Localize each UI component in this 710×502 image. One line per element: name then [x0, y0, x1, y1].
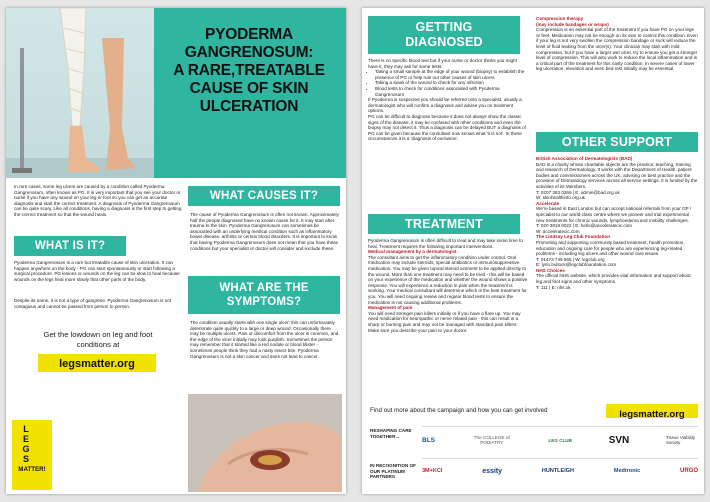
- support-org: [536, 234, 698, 268]
- pain-management-text: You will need stronger pain killers initially or if you have a flare up. You may need medication for neuropathic or nerve related pain - this can result in a sharp or burning pain and may not be managed with standard pain killers. Make sure you describe your pain to your doctor.: [368, 310, 521, 333]
- main-title: [156, 26, 342, 116]
- treatment-heading: [368, 214, 520, 234]
- org-contact[interactable]: T: 0207 383 0266 | E: admin@bad.org.uk: [536, 189, 620, 195]
- heading-text: WHAT IS IT?: [34, 240, 106, 252]
- site-link-text: legsmatter.org: [59, 358, 135, 370]
- org-name: NHS Choices: [536, 267, 565, 273]
- campaign-site-text: legsmatter.org: [619, 409, 685, 420]
- other-support-heading: [536, 132, 698, 152]
- org-description: We're based in East London but can accept national referrals from your GP / specialist to our world-class centre where we pioneer and trial experimental new treatments for chronic wounds, lymphoedema and mobility challenges.: [536, 206, 692, 223]
- badge-word: MATTER!: [18, 466, 46, 473]
- diagnosed-tests-list: [368, 69, 528, 97]
- support-org: [536, 156, 698, 201]
- org-contact[interactable]: T: 020 3819 6022 | E: hello@acceleratecic.com: [536, 223, 632, 229]
- intro-text: In rare cases, some leg ulcers are caused by a condition called Pyoderma Gangrenosum, often known as PG. It is very important that you see your doctor or nurse if you have any wound on your leg or foot so you can get an accurate diagnosis and start the correct treatment. A diagnosis of Pyoderma Gangrenosum can be quite scary. Like all conditions, having a diagnosis is the first step to getting the correct treatment so that the wound heals.: [14, 184, 182, 217]
- treatment-content: [368, 238, 528, 333]
- partner-logo: essity: [482, 467, 503, 475]
- heading-line: GETTING: [415, 20, 473, 34]
- symptoms-text: The condition usually starts with one single ulcer; this can unfortunately deteriorate quite quickly to a large or deep wound. Occasionally there may be multiple ulcers. Pain or discomfort from the ulcer is common, and the edge of the ulcer initially may look purplish. Sometimes the person may remember that it started like a red nodule or blood blister - sometimes people think they had a nasty insect bite. Pyoderma Gangrenosum is not a skin cancer and does not lead to cancer.: [190, 320, 339, 359]
- badge-letter: E: [22, 434, 29, 444]
- org-contact[interactable]: T: 01473 749 565 | W: legclub.org: [536, 256, 605, 262]
- right-page: [362, 8, 704, 494]
- org-description: BAD is a charity whose charitable objects are the practice, teaching, training and research of Dermatology. It works with the Department of Health, patient bodies and commissioners across the UK, advising on best practice and the provision of Dermatology services across all service settings. It is funded by the activities of its Members.: [536, 161, 698, 189]
- medical-management-text: The consultant aims to get the inflammatory condition under control. Oral medication may include steroids, special antibiotics or immunosuppressive medication. You may be given topical steroid ointment to be applied directly to the wound. More than one treatment may need to be tried - this will be based on your experience of the medication and whether the wound shows a positive response. You will experience a reduction in pain when the treatment is working. Your medical consultant will determine which is the best treatment for you. You will need ongoing review and regular blood tests to ensure the medication is not causing additional problems.: [368, 254, 528, 305]
- pain-management-heading: Management of pain: [368, 305, 413, 311]
- site-link[interactable]: [38, 354, 156, 372]
- title-line: PYODERMA: [205, 26, 293, 43]
- compression-heading: Compression therapy: [536, 16, 584, 21]
- diagnosed-referral: If Pyoderma is suspected you should be referred onto a specialist, usually a dermatologist who will confirm a diagnosis and advise you on treatment options.: [368, 97, 522, 114]
- partner-logo: Tissue Viability Society: [665, 435, 696, 445]
- partner-logo: The COLLEGE of PODIATRY: [473, 435, 510, 445]
- campaign-text: Find out more about the campaign and how you can get involved: [370, 407, 548, 414]
- heading-text: OTHER SUPPORT: [561, 135, 673, 149]
- title-line: ULCERATION: [199, 98, 299, 115]
- hero-photo: [6, 8, 154, 178]
- diagnosed-content: [368, 58, 528, 142]
- list-item: • Blood tests to check for conditions associated with Pyoderma Gangrenosum: [375, 86, 528, 97]
- badge-letters: [20, 420, 32, 464]
- partner-logo: 3M+KCI: [422, 468, 443, 474]
- org-website[interactable]: W: skinhealthinfo.org.uk: [536, 195, 585, 201]
- org-name: The Lindsay Leg Club Foundation: [536, 234, 611, 240]
- list-item: • Taking a swab of the wound to check for any infection: [375, 80, 528, 86]
- compression-subheading: (may include bandages or wraps): [536, 21, 609, 27]
- title-line: A RARE,TREATABLE: [173, 62, 325, 79]
- partner-logo: LEG CLUB: [548, 437, 572, 443]
- heading-text: WHAT CAUSES IT?: [209, 190, 319, 202]
- legs-matter-badge: [12, 420, 52, 490]
- logo-strip-row-1: [422, 426, 698, 453]
- what-is-it-text-2: Despite its name, it is not a type of gangrene. Pyoderma Gangrenosum is not contagious and cannot be passed from person to person.: [14, 298, 172, 309]
- list-item: • Taking a small sample at the edge of your wound (biopsy) to establish the presence of PG or help rule out other causes of skin ulcers: [375, 69, 528, 80]
- org-email[interactable]: E: lynn.bullock@legclubfoundation.com: [536, 262, 617, 268]
- badge-letter: S: [22, 454, 29, 464]
- support-org: [536, 201, 698, 235]
- title-line: GANGRENOSUM:: [184, 44, 314, 61]
- badge-letter: G: [22, 444, 30, 454]
- lowdown-text: Get the lowdown on leg and foot conditions at: [43, 330, 153, 349]
- reshaping-label: RESHAPING CARE TOGETHER...: [370, 428, 412, 439]
- support-org: [536, 268, 698, 290]
- campaign-site-link[interactable]: [606, 404, 698, 418]
- compression-content: [536, 16, 698, 72]
- partner-logo: BLS: [422, 436, 435, 444]
- heading-text: TREATMENT: [405, 217, 483, 231]
- logo-strip-row-2: [422, 458, 698, 483]
- what-causes-heading: [188, 186, 340, 206]
- symptoms-heading: [188, 276, 340, 314]
- diagnosed-intro: There is no specific blood test but if your nurse or doctor thinks you might have it, they may ask for some tests:: [368, 58, 517, 69]
- ulcer-photo: [188, 394, 342, 492]
- heading-line: WHAT ARE THE: [219, 282, 309, 294]
- what-is-it-text: Pyoderma Gangrenosum is a rare but treatable cause of skin ulceration. It can happen anywhere on the body - PG can start spontaneously or start following a surgical procedure. PG lesions or wounds on the leg can be slow to heal because wounds on the legs heal more slowly that other parts of the body.: [14, 260, 180, 282]
- org-contact[interactable]: T: 111 | E: nhs.uk: [536, 284, 571, 290]
- partner-logo: Medtronic: [613, 468, 641, 474]
- bandaged-leg-image: [6, 8, 154, 178]
- compression-text: Compression is an essential part of the treatment if you have PG on your legs or feet. Medication may not be enough on its own to control this condition. Even if your leg is not very swollen the compression bandage or sock will reduce the level of fluid leaking from the ulcer(s). Your clinician may start with mild compression, but if you have a larger wet ulcer, try to ensure you get a stronger level of compression. This will also work to reduce the local inflammation and is a critical part of the treatment for this nasty condition. In severe cases of lower leg ulceration, elevation and even bed rest initially may be essential.: [536, 27, 698, 72]
- platinum-label: IN RECOGNITION OF OUR PLATINUM PARTNERS: [370, 463, 416, 479]
- org-website[interactable]: W: acceleratecic.com: [536, 228, 580, 234]
- partner-logo: URGO: [680, 468, 698, 474]
- what-causes-text: The cause of Pyoderma Gangrenosum is often not known. Approximately half the people diagnosed have no known cause for it. It may start after trauma to the skin. Pyoderma Gangrenosum can sometimes be associated with an underlying medical condition such as inflammatory bowel disease, arthritis or certain blood disorders. It is important to know that having Pyoderma Gangrenosum does not mean that you have these conditions but your specialist or doctor will consider and exclude these.: [190, 212, 339, 251]
- badge-letter: L: [23, 424, 29, 434]
- org-description: Promoting and supporting community based treatment, health promotion, education and ongoing care for people who are experiencing leg-related problems - including leg ulcers and other wound care issues.: [536, 239, 685, 257]
- getting-diagnosed-heading: [368, 16, 520, 54]
- treatment-intro: Pyoderma Gangrenosum is often difficult to treat and may take some time to heal. Treatment requires the following important interventions.: [368, 238, 523, 249]
- left-page: [6, 8, 346, 494]
- partner-logo: HUNTLEIGH: [541, 468, 574, 474]
- org-name: Accelerate: [536, 200, 560, 206]
- heading-line: DIAGNOSED: [405, 35, 483, 49]
- support-orgs: [536, 156, 698, 290]
- partner-logo: SVN: [608, 434, 630, 446]
- org-name: British Association of Dermatologists (BAD): [536, 156, 633, 161]
- what-is-it-heading: [14, 236, 126, 256]
- heading-line: SYMPTOMS?: [226, 296, 302, 308]
- medical-management-heading: Medical management by a dermatologist: [368, 249, 457, 255]
- org-description: The official NHS website, which provides vital information and support about leg and foot signs and other symptoms.: [536, 273, 691, 285]
- foot-ulcer-image: [188, 394, 342, 492]
- diagnosed-exclusion: PG can be difficult to diagnose because it does not always show the classic signs of the disease, it may be confused with other conditions and even the biopsy may not detect it. Thus a diagnosis can be delayed BUT a diagnosis of PG can be given because the consultant now knows what 'it is not'. In these circumstances it is a 'diagnosis of exclusion'.: [368, 113, 526, 142]
- title-line: CAUSE OF SKIN: [189, 80, 309, 97]
